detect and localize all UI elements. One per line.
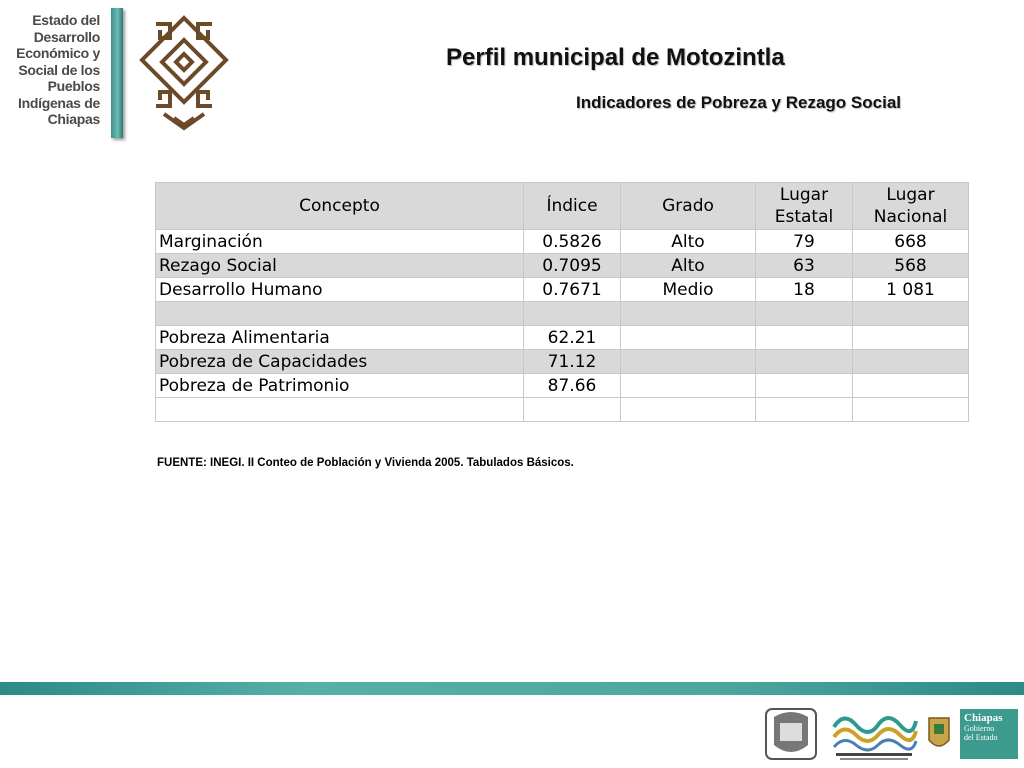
cell-concepto — [156, 302, 524, 326]
cell-lugar-estatal — [756, 398, 853, 422]
table-row — [156, 398, 969, 422]
header-indice: Índice — [524, 183, 621, 230]
cell-lugar-estatal — [756, 326, 853, 350]
table-header-row — [156, 183, 969, 230]
cell-grado: Alto — [621, 254, 756, 278]
cell-lugar-nacional — [853, 302, 969, 326]
chiapas-logo-line: del Estado — [964, 733, 998, 742]
org-line: Económico y — [16, 45, 100, 61]
footer-band — [0, 682, 1024, 695]
cell-lugar-nacional — [853, 350, 969, 374]
chiapas-logo-line: Chiapas — [964, 712, 1003, 724]
cell-indice: 71.12 — [524, 350, 621, 374]
cell-indice: 0.5826 — [524, 230, 621, 254]
chiapas-logo-line: Gobierno — [964, 724, 995, 733]
mayan-motif-logo — [134, 10, 234, 135]
mexico-nacion-multicultural-logo — [830, 705, 918, 763]
cell-indice — [524, 302, 621, 326]
table-row — [156, 350, 969, 374]
cell-concepto: Marginación — [156, 230, 524, 254]
cell-lugar-nacional: 668 — [853, 230, 969, 254]
header-line: Lugar — [886, 185, 935, 205]
cell-lugar-estatal: 18 — [756, 278, 853, 302]
source-note: FUENTE: INEGI. II Conteo de Población y Vivienda 2005. Tabulados Básicos. — [157, 457, 574, 469]
header-line: Nacional — [873, 207, 948, 227]
cell-lugar-nacional — [853, 398, 969, 422]
header-lugar-estatal — [756, 183, 853, 230]
header-vertical-bar — [111, 8, 123, 138]
cell-lugar-estatal — [756, 302, 853, 326]
cell-concepto — [156, 398, 524, 422]
cell-lugar-estatal — [756, 350, 853, 374]
cell-indice — [524, 398, 621, 422]
cell-lugar-estatal: 79 — [756, 230, 853, 254]
cell-lugar-nacional — [853, 326, 969, 350]
cell-lugar-nacional: 1 081 — [853, 278, 969, 302]
org-line: Pueblos — [47, 78, 100, 94]
cell-concepto: Desarrollo Humano — [156, 278, 524, 302]
cell-concepto: Pobreza de Patrimonio — [156, 374, 524, 398]
page-title: Perfil municipal de Motozintla — [446, 44, 785, 71]
org-line: Estado del — [32, 12, 100, 28]
cell-concepto: Pobreza Alimentaria — [156, 326, 524, 350]
org-line: Desarrollo — [33, 28, 100, 45]
indicators-table — [155, 182, 969, 422]
state-seal-logo — [926, 714, 952, 754]
unam-crest-logo — [760, 705, 822, 763]
cell-indice: 0.7671 — [524, 278, 621, 302]
cell-grado: Alto — [621, 230, 756, 254]
table-row — [156, 254, 969, 278]
cell-indice: 0.7095 — [524, 254, 621, 278]
cell-lugar-estatal: 63 — [756, 254, 853, 278]
cell-lugar-nacional — [853, 374, 969, 398]
org-line: Social de los — [18, 61, 100, 78]
table-row — [156, 374, 969, 398]
page-subtitle: Indicadores de Pobreza y Rezago Social — [576, 93, 901, 112]
cell-grado — [621, 326, 756, 350]
cell-concepto: Rezago Social — [156, 254, 524, 278]
cell-grado — [621, 302, 756, 326]
org-line: Indígenas de — [18, 94, 100, 111]
cell-lugar-nacional: 568 — [853, 254, 969, 278]
cell-grado — [621, 374, 756, 398]
header-concepto: Concepto — [156, 183, 524, 230]
cell-lugar-estatal — [756, 374, 853, 398]
cell-concepto: Pobreza de Capacidades — [156, 350, 524, 374]
cell-grado: Medio — [621, 278, 756, 302]
header-line: Estatal — [774, 207, 834, 227]
footer-logos — [760, 704, 1018, 764]
org-line: Chiapas — [47, 111, 100, 127]
organization-name — [12, 12, 100, 128]
table-row — [156, 278, 969, 302]
table-row — [156, 230, 969, 254]
table-row — [156, 326, 969, 350]
cell-indice: 87.66 — [524, 374, 621, 398]
header-grado: Grado — [621, 183, 756, 230]
cell-grado — [621, 350, 756, 374]
header-lugar-nacional — [853, 183, 969, 230]
cell-grado — [621, 398, 756, 422]
header-line: Lugar — [779, 185, 829, 205]
chiapas-government-logo — [960, 709, 1018, 759]
table-row — [156, 302, 969, 326]
cell-indice: 62.21 — [524, 326, 621, 350]
